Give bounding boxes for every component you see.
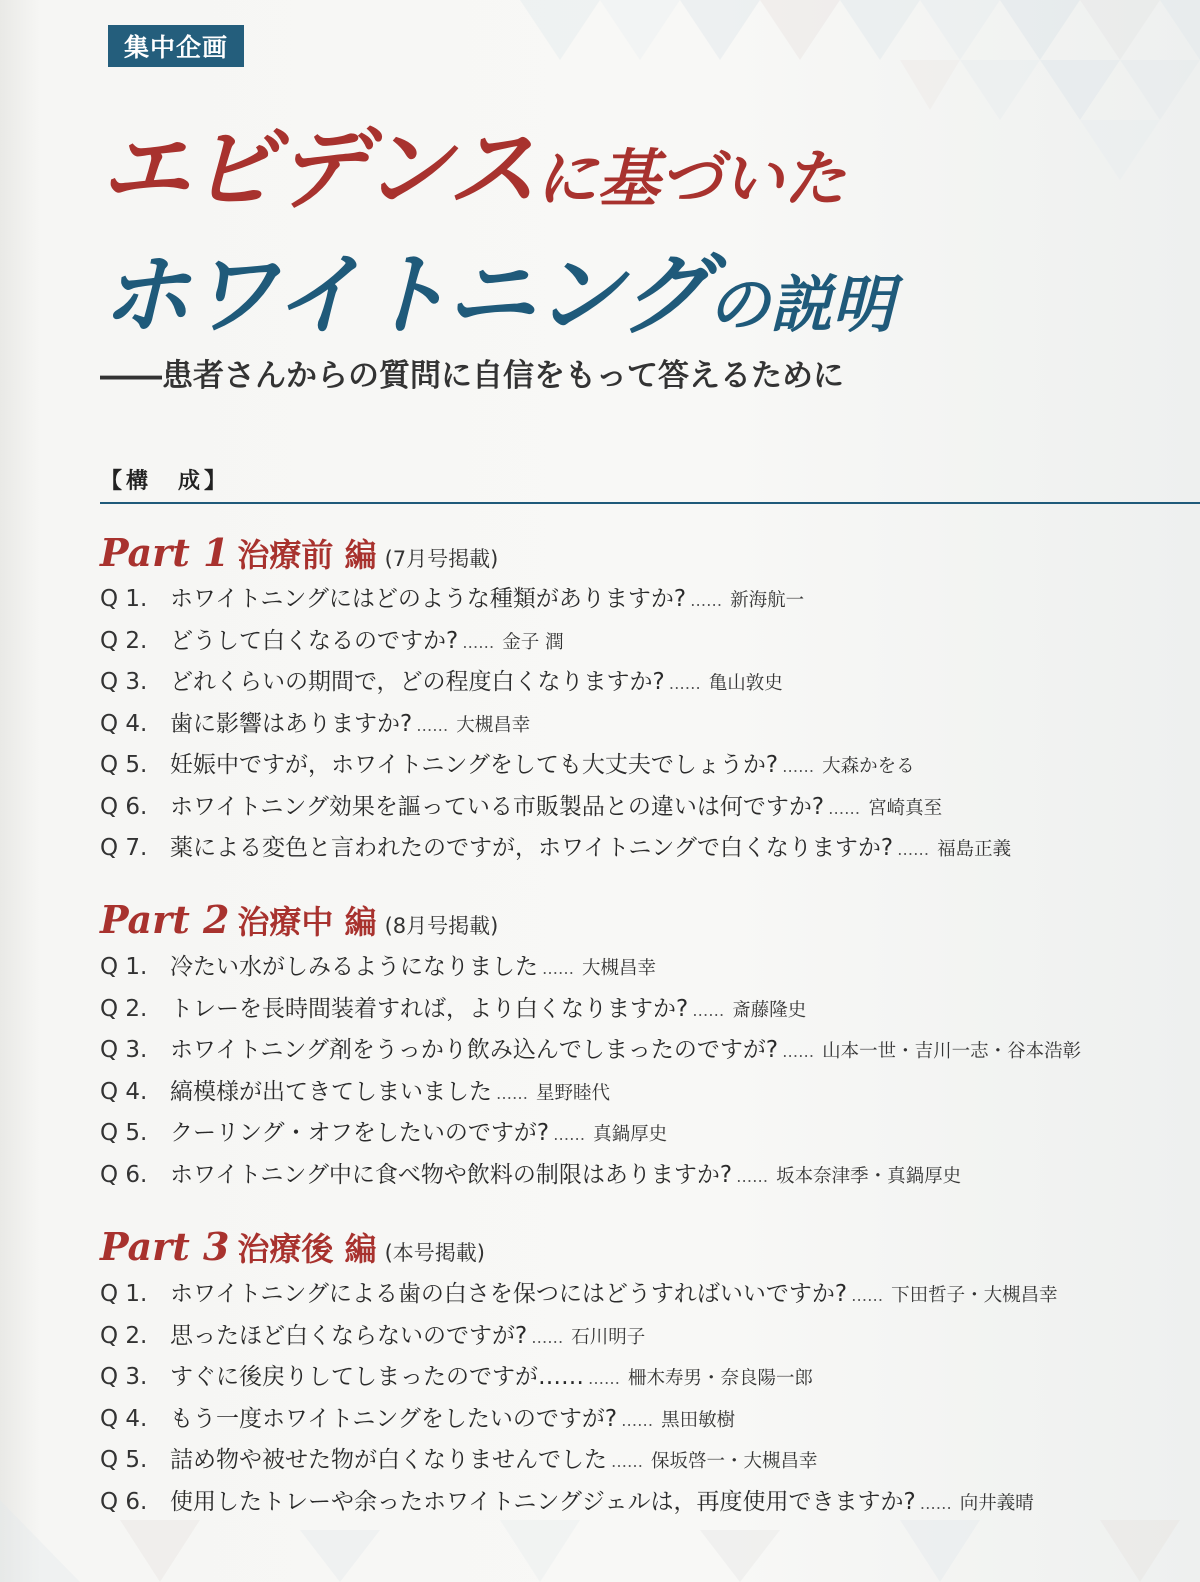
question-author: 大槻昌幸 [582, 958, 657, 979]
question-item [100, 829, 1180, 871]
question-text: 妊娠中ですが，ホワイトニングをしても大丈夫でしょうか? [170, 752, 779, 778]
question-author: 亀山敦史 [708, 673, 783, 694]
part-2-note: (8月号掲載) [384, 914, 499, 938]
title-line-2-rest: の説明 [707, 268, 894, 341]
question-number: Q 1. [100, 586, 148, 612]
question-text: どれくらいの期間で，どの程度白くなりますか? [170, 669, 665, 695]
question-item [100, 580, 1180, 622]
title-line-2-emphasis: ホワイトニング [100, 243, 708, 348]
title-line-1 [100, 96, 846, 226]
question-item [100, 1441, 1180, 1483]
section-divider [100, 502, 1200, 504]
question-number: Q 3. [100, 1037, 148, 1063]
leader-dots: …… [542, 959, 574, 978]
question-text: 歯に影響はありますか? [170, 710, 413, 737]
question-number: Q 2. [100, 1322, 148, 1349]
feature-badge: 集中企画 [108, 25, 244, 67]
leader-dots: …… [782, 757, 815, 776]
leader-dots: …… [416, 715, 449, 735]
part-1-heading [100, 530, 498, 576]
question-number: Q 4. [100, 1405, 148, 1432]
question-author: 金子 潤 [502, 631, 564, 653]
title-line-2 [100, 222, 894, 352]
question-number: Q 3. [100, 669, 148, 695]
question-author: 星野睦代 [536, 1082, 611, 1104]
leader-dots: …… [782, 1042, 815, 1061]
question-item [100, 622, 1180, 664]
question-number: Q 2. [100, 995, 148, 1022]
leader-dots: …… [828, 798, 861, 818]
question-text: ホワイトニングによる歯の白さを保つにはどうすればいいですか? [170, 1281, 848, 1307]
part-3-label: Part 3 [100, 1224, 230, 1269]
question-text: 使用したトレーや余ったホワイトニングジェルは，再度使用できますか? [170, 1488, 916, 1515]
part-2-label: Part 2 [100, 897, 230, 942]
leader-dots: …… [919, 1493, 952, 1513]
question-item [100, 1275, 1180, 1317]
leader-dots: …… [531, 1327, 564, 1347]
part-1-question-list [100, 580, 1180, 871]
question-text: もう一度ホワイトニングをしたいのですが? [170, 1405, 618, 1432]
leader-dots: …… [736, 1166, 769, 1186]
question-author: 新海航一 [730, 590, 805, 611]
question-item [100, 1358, 1180, 1400]
question-author: 真鍋厚史 [593, 1124, 668, 1145]
question-text: ホワイトニング中に食べ物や飲料の制限はありますか? [170, 1161, 733, 1188]
question-author: 坂本奈津季・真鍋厚史 [776, 1165, 962, 1187]
question-item [100, 990, 1180, 1032]
title-line-1-emphasis: エビデンス [100, 117, 536, 222]
question-author: 黒田敏樹 [661, 1409, 736, 1431]
leader-dots: …… [851, 1286, 884, 1305]
question-text: クーリング・オフをしたいのですが? [170, 1120, 550, 1146]
question-item [100, 705, 1180, 747]
leader-dots: …… [588, 1369, 620, 1388]
part-2-heading [100, 897, 498, 943]
question-number: Q 1. [100, 1281, 148, 1307]
question-number: Q 5. [100, 1447, 148, 1473]
leader-dots: …… [690, 591, 723, 610]
part-1-title: 治療前 編 [237, 536, 377, 574]
question-author: 保坂啓一・大槻昌幸 [651, 1451, 818, 1472]
question-item [100, 1400, 1180, 1442]
question-number: Q 7. [100, 835, 148, 861]
part-3-heading [100, 1224, 485, 1270]
question-author: 山本一世・吉川一志・谷本浩彰 [822, 1041, 1082, 1062]
question-author: 向井義晴 [959, 1492, 1034, 1514]
part-1-label: Part 1 [100, 530, 230, 575]
question-text: ホワイトニング効果を謳っている市販製品との違いは何ですか? [170, 793, 825, 820]
question-author: 福島正義 [937, 839, 1012, 860]
question-text: ホワイトニング剤をうっかり飲み込んでしまったのですが? [170, 1037, 779, 1063]
part-3-title: 治療後 編 [237, 1230, 377, 1268]
question-text: ホワイトニングにはどのような種類がありますか? [170, 586, 687, 612]
leader-dots: …… [668, 674, 701, 693]
question-number: Q 6. [100, 1161, 148, 1188]
question-text: 縞模様が出てきてしまいました [170, 1078, 492, 1105]
part-2-title: 治療中 編 [237, 903, 377, 941]
question-author: 斎藤隆史 [732, 999, 807, 1021]
question-number: Q 2. [100, 627, 148, 654]
leader-dots: …… [897, 840, 930, 859]
question-number: Q 6. [100, 1488, 148, 1515]
question-text: 思ったほど白くならないのですが? [170, 1322, 528, 1349]
question-item [100, 1073, 1180, 1115]
part-3-note: (本号掲載) [384, 1241, 485, 1265]
part-1-note: (7月号掲載) [384, 547, 499, 571]
question-author: 石川明子 [571, 1326, 646, 1348]
leader-dots: …… [692, 1000, 725, 1020]
question-item [100, 788, 1180, 830]
question-number: Q 5. [100, 752, 148, 778]
part-3-question-list [100, 1275, 1180, 1524]
subtitle: ――患者さんからの質問に自信をもって答えるために [100, 358, 844, 394]
question-author: 柵木寿男・奈良陽一郎 [628, 1368, 814, 1389]
question-number: Q 6. [100, 793, 148, 820]
leader-dots: …… [553, 1125, 586, 1144]
question-item [100, 1114, 1180, 1156]
question-item [100, 663, 1180, 705]
question-text: すぐに後戻りしてしまったのですが…… [170, 1364, 584, 1390]
question-text: トレーを長時間装着すれば，より白くなりますか? [170, 995, 689, 1022]
question-item [100, 1156, 1180, 1198]
question-item [100, 1031, 1180, 1073]
question-author: 宮崎真至 [868, 797, 943, 819]
question-item [100, 746, 1180, 788]
question-number: Q 4. [100, 1078, 148, 1105]
question-text: どうして白くなるのですか? [170, 627, 459, 654]
question-text: 薬による変色と言われたのですが，ホワイトニングで白くなりますか? [170, 835, 894, 861]
leader-dots: …… [611, 1452, 643, 1471]
leader-dots: …… [496, 1083, 528, 1103]
structure-label: 【構 成】 [100, 469, 231, 494]
question-text: 冷たい水がしみるようになりました [170, 954, 538, 980]
question-number: Q 4. [100, 710, 148, 737]
part-2-question-list [100, 948, 1180, 1197]
question-author: 大槻昌幸 [456, 714, 531, 736]
question-item [100, 1483, 1180, 1525]
question-author: 大森かをる [822, 756, 915, 777]
leader-dots: …… [462, 632, 495, 652]
question-number: Q 1. [100, 954, 148, 980]
leader-dots: …… [621, 1410, 654, 1430]
question-author: 下田哲子・大槻昌幸 [891, 1285, 1058, 1306]
question-number: Q 3. [100, 1364, 148, 1390]
question-text: 詰め物や被せた物が白くなりませんでした [170, 1447, 607, 1473]
question-item [100, 948, 1180, 990]
title-line-1-rest: に基づいた [535, 142, 846, 215]
question-item [100, 1317, 1180, 1359]
question-number: Q 5. [100, 1120, 148, 1146]
